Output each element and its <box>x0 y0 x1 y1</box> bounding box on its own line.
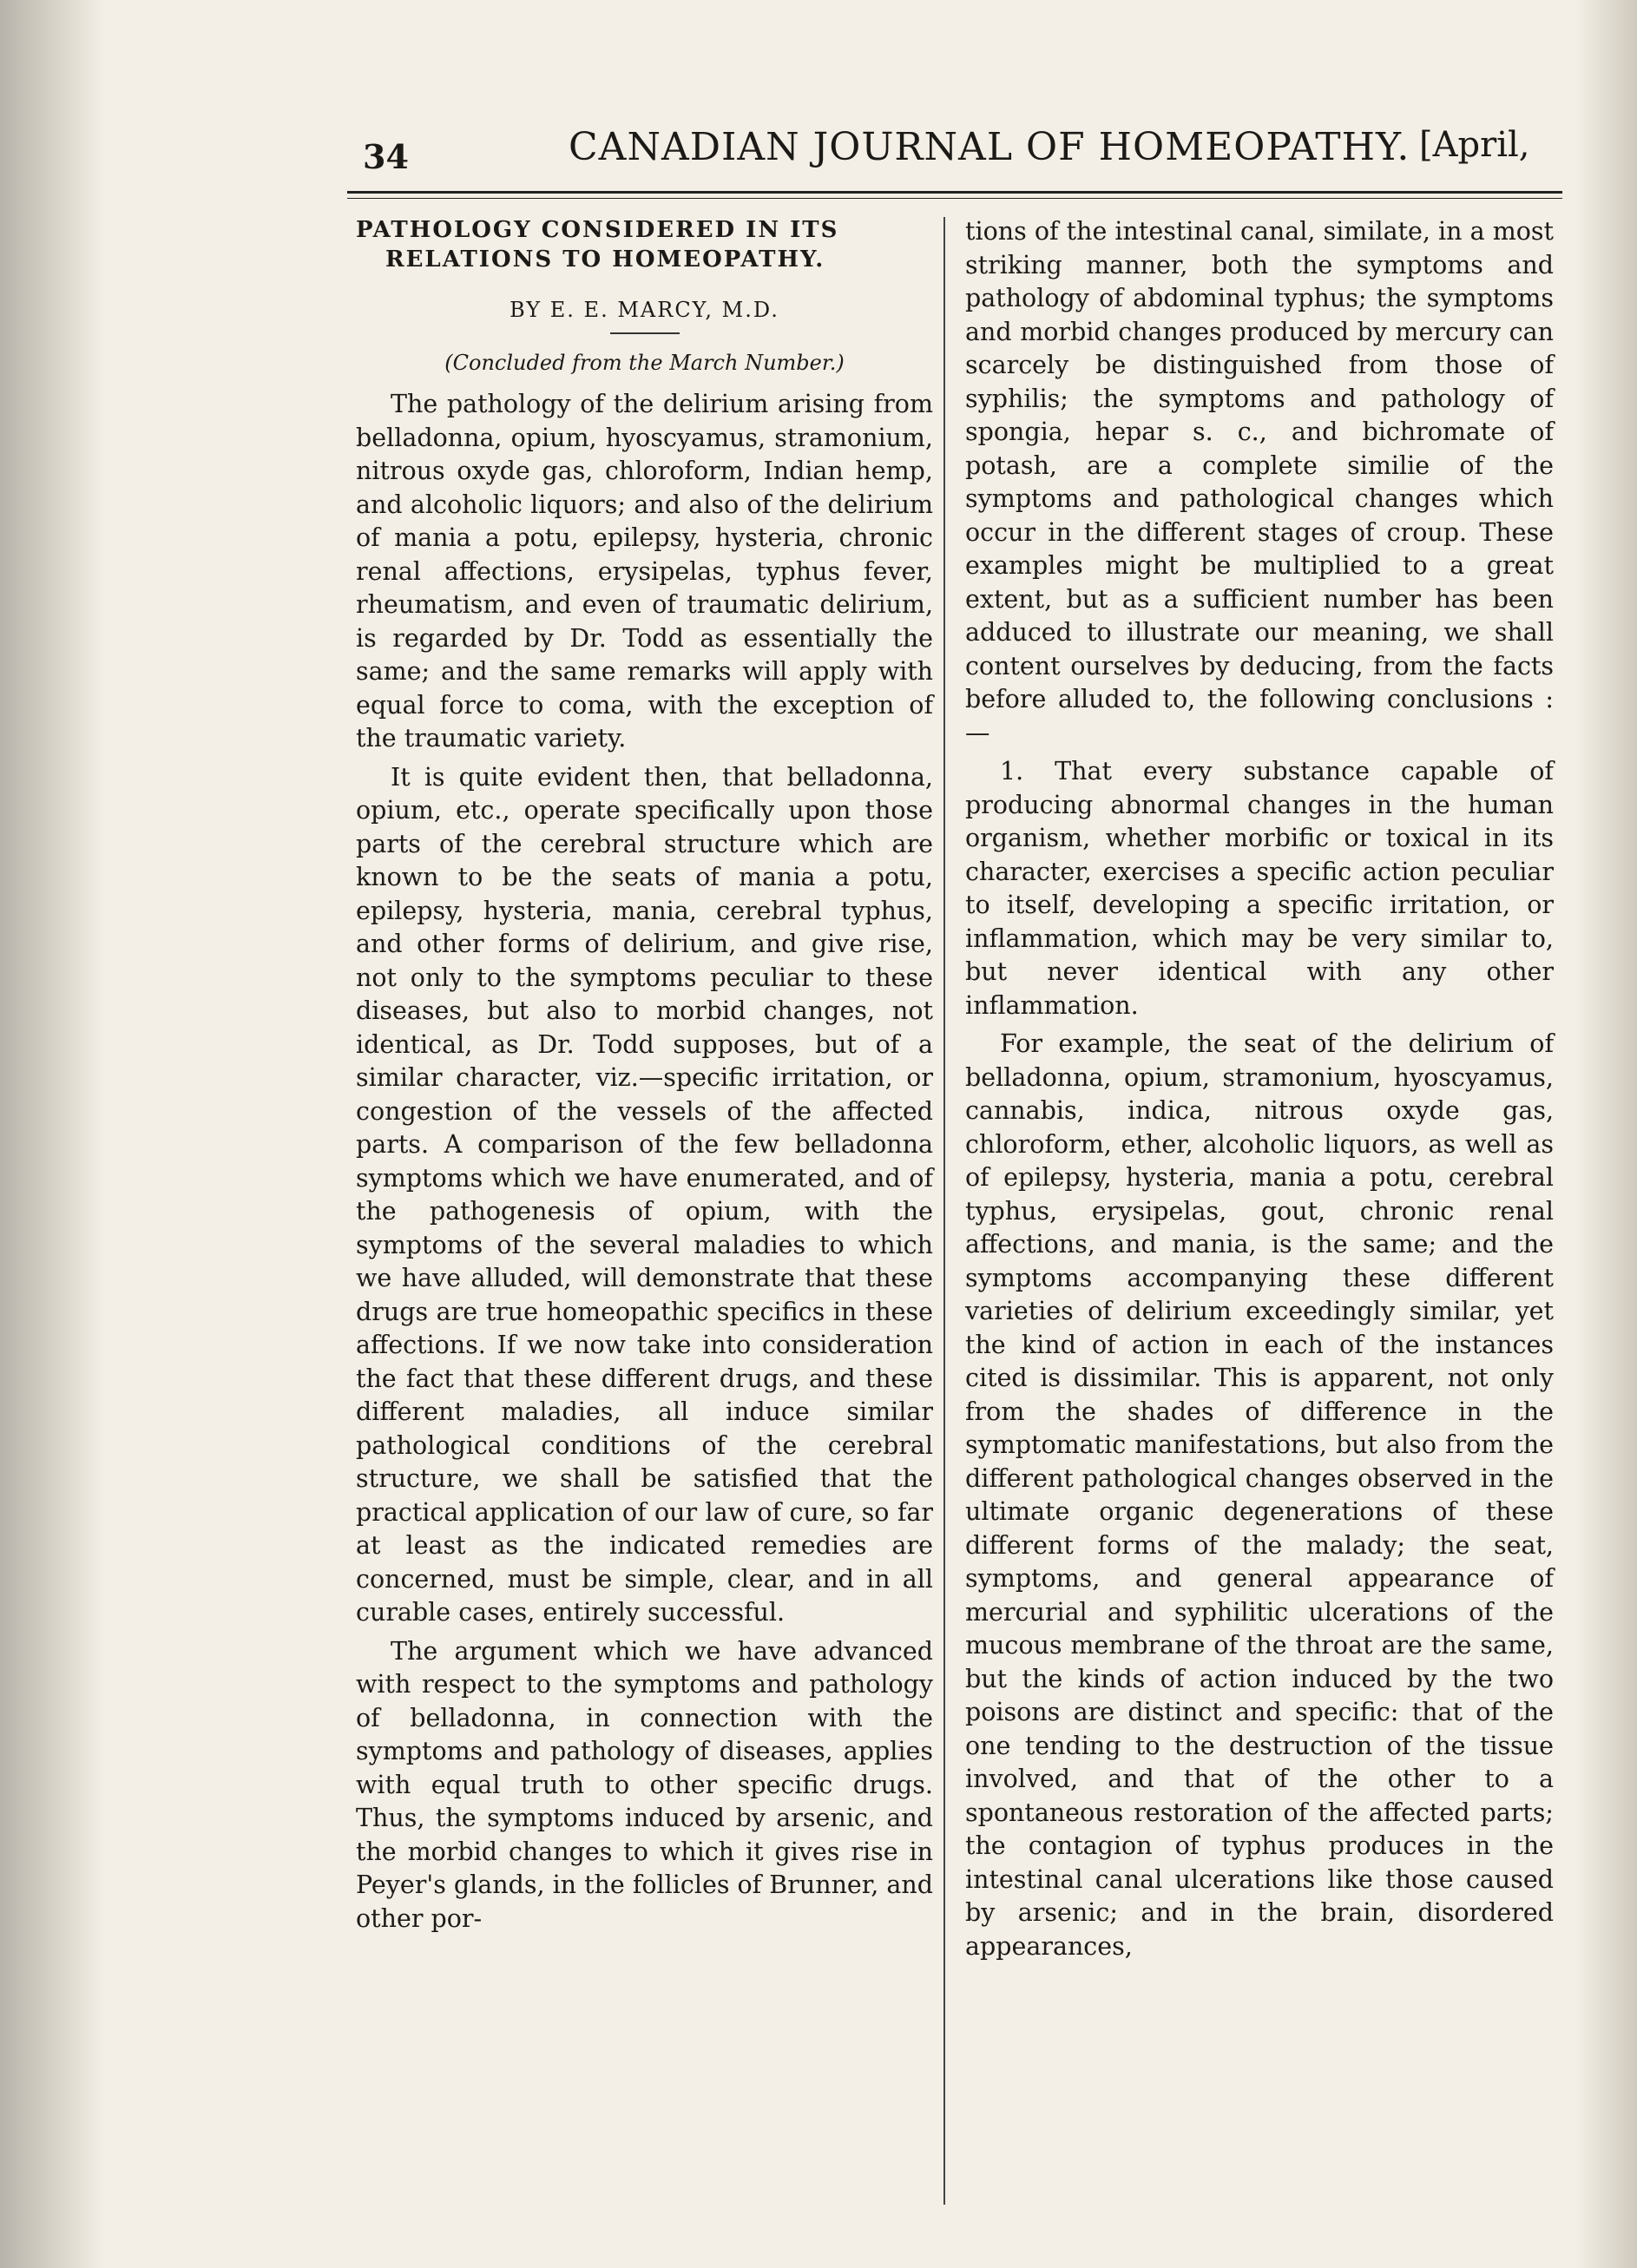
header-rule-thick <box>347 191 1562 194</box>
paragraph: It is quite evident then, that belladonna, opium, etc., operate specifically upon those parts of the cerebral structure which are known to be the seats of mania a potu, epilepsy, hysteria, mania, cerebral typhus, and other forms of delirium, and give rise, not only to the symptoms peculiar to these diseases, but also to morbid changes, not identical, as Dr. Todd supposes, but of a similar character, viz.—specific irritation, or congestion of the vessels of the affected parts. A comparison of the few belladonna symptoms which we have enumerated, and of the pathogenesis of opium, with the symptoms of the several maladies to which we have alluded, will demonstrate that these drugs are true homeopathic specifics in these affections. If we now take into consideration the fact that these different drugs, and these different maladies, all induce similar pathological conditions of the cerebral structure, we shall be satisfied that the practical application of our law of cure, so far at least as the indicated remedies are concerned, must be simple, clear, and in all curable cases, entirely successful. <box>356 762 933 1627</box>
left-column <box>356 215 933 1936</box>
paragraph: The argument which we have advanced with respect to the symptoms and pathology of belladonna, in connection with the symptoms and pathology of diseases, applies with equal truth to other specific drugs. Thus, the symptoms induced by arsenic, and the morbid changes to which it gives rise in Peyer's glands, in the follicles of Brunner, and other por- <box>356 1636 933 1933</box>
page-binding-shadow <box>0 0 104 2268</box>
article-title-line2: RELATIONS TO HOMEOPATHY. <box>385 247 825 273</box>
continuation-note: (Concluded from the March Number.) <box>444 350 845 375</box>
journal-page <box>347 104 1562 2205</box>
journal-title: CANADIAN JOURNAL OF HOMEOPATHY. <box>569 125 1410 169</box>
issue-month: [April, <box>1419 125 1530 165</box>
paragraph: tions of the intestinal canal, similate, in a most striking manner, both the symptoms and pathology of abdominal typhus; the symptoms and morbid changes produced by mercury can scarcely be distinguished from those of syphilis; the symptoms and pathology of spongia, hepar s. c., and bichromate of potash, are a complete similie of the symptoms and pathological changes which occur in the different stages of croup. These examples might be multiplied to a great extent, but as a sufficient number has been adduced to illustrate our meaning, we shall content ourselves by deducing, from the facts before alluded to, the following conclusions :— <box>965 217 1554 747</box>
article-byline: BY E. E. MARCY, M.D. <box>510 298 779 322</box>
paragraph: 1. That every substance capable of producing abnormal changes in the human organism, whether morbific or toxical in its character, exercises a specific action peculiar to itself, developing a specific irritation, or inflammation, which may be very similar to, but never identical with any other inflammation. <box>965 757 1554 1020</box>
paragraph: The pathology of the delirium arising from belladonna, opium, hyoscyamus, stramonium, nitrous oxyde gas, chloroform, Indian hemp, and alcoholic liquors; and also of the delirium of mania a potu, epilepsy, hysteria, chronic renal affections, erysipelas, typhus fever, rheumatism, and even of traumatic delirium, is regarded by Dr. Todd as essentially the same; and the same remarks will apply with equal force to coma, with the exception of the traumatic variety. <box>356 390 933 753</box>
paragraph: For example, the seat of the delirium of belladonna, opium, stramonium, hyoscyamus, cannabis, indica, nitrous oxyde gas, chloroform, ether, alcoholic liquors, as well as of epilepsy, hysteria, mania a potu, cerebral typhus, erysipelas, gout, chronic renal affections, and mania, is the same; and the symptoms accompanying these different varieties of delirium exceedingly similar, yet the kind of action in each of the instances cited is dissimilar. This is apparent, not only from the shades of difference in the symptomatic manifestations, but also from the different pathological changes observed in the ultimate organic degenerations of these different forms of the malady; the seat, symptoms, and general appearance of mercurial and syphilitic ulcerations of the mucous membrane of the throat are the same, but the kinds of action induced by the two poisons are distinct and specific: that of the one tending to the destruction of the tissue involved, and that of the other to a spontaneous restoration of the affected parts; the contagion of typhus produces in the intestinal canal ulcerations like those caused by arsenic; and in the brain, disordered appearances, <box>965 1029 1554 1961</box>
right-column <box>965 215 1554 1963</box>
byline-rule <box>610 332 680 334</box>
page-number: 34 <box>363 137 409 176</box>
article-title-line1: PATHOLOGY CONSIDERED IN ITS <box>356 217 839 243</box>
column-divider <box>943 217 945 2205</box>
page-edge-shadow <box>1576 0 1637 2268</box>
running-header <box>347 113 1562 182</box>
header-rule-thin <box>347 198 1562 199</box>
article-title <box>356 215 933 274</box>
